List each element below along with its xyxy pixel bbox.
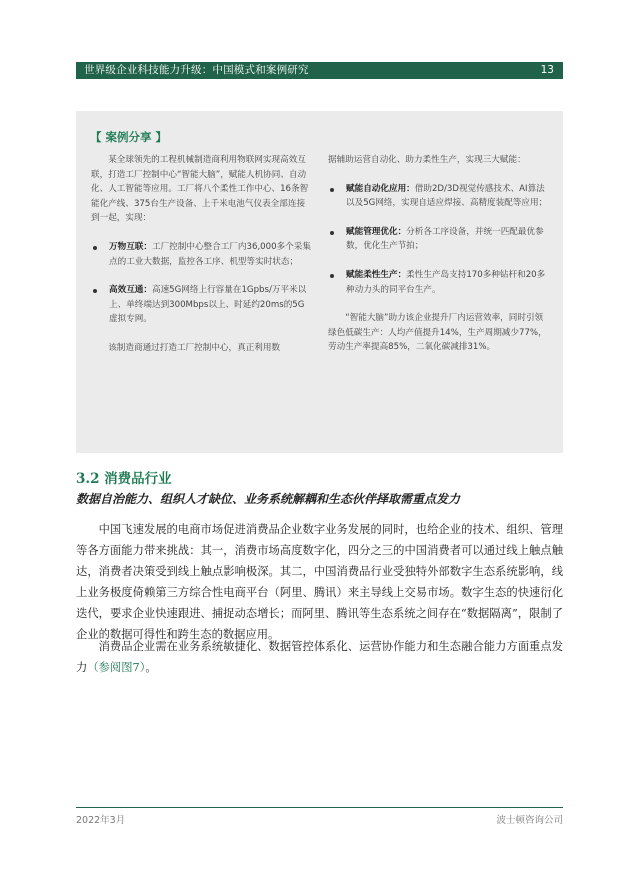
body-paragraph-text: 消费品企业需在业务系统敏捷化、数据管控体系化、运营协作能力和生态融合能力方面重点发力 [76, 640, 563, 674]
figure-reference-link[interactable]: （参阅图7） [87, 661, 146, 674]
document-title: 世界级企业科技能力升级：中国模式和案例研究 [84, 64, 309, 76]
page-number: 13 [540, 64, 554, 76]
bullet-text: 工厂控制中心整合工厂内36,000多个采集点的工业大数据，监控各工序、机型等实时状态； [109, 241, 311, 267]
bullet-item [91, 283, 313, 327]
bullet-dot-icon [93, 289, 97, 293]
section-subheading: 数据自治能力、组织人才缺位、业务系统解耦和生态伙伴择取需重点发力 [76, 492, 461, 506]
bullet-item [91, 240, 313, 269]
bullet-heading: 赋能管理优化： [346, 226, 407, 237]
case-continuation-paragraph: 据辅助运营自动化、助力柔性生产，实现三大赋能： [328, 155, 526, 165]
bullet-text: 借助2D/3D视觉传感技术、AI算法以及5G网络，实现自适应焊接、高精度装配等应用； [346, 183, 548, 209]
bullet-dot-icon [330, 188, 334, 192]
case-right-column [328, 153, 548, 355]
bullet-dot-icon [330, 231, 334, 235]
body-paragraph [76, 636, 563, 678]
footer-company: 波士顿咨询公司 [496, 815, 563, 826]
bullet-text: 高速5G网络上行容量在1Gpbs/万平米以上、单终端达到300Mbps以上、时延约20ms的5G虚拟专网。 [109, 285, 307, 325]
footer-date: 2022年3月 [76, 815, 126, 826]
bullet-text: 柔性生产岛支持170多种钻杆和20多种动力头的同平台生产。 [346, 269, 546, 295]
bullet-dot-icon [93, 246, 97, 250]
bullet-heading: 万物互联： [109, 241, 152, 252]
body-paragraph: 中国飞速发展的电商市场促进消费品企业数字业务发展的同时，也给企业的技术、组织、管理等各方面能力带来挑战：其一，消费市场高度数字化，四分之三的中国消费者可以通过线上触点触达，消费者决策受到线上触点影响极深。其二，中国消费品行业受独特外部数字生态系统影响，线上业务极度倚赖第三方综合性电商平台（阿里、腾讯）来主导线上交易市场。数字生态的快速衍化迭代，要求企业快速跟进、捕捉动态增长；而阿里、腾讯等生态系统之间存在“数据隔离”，限制了企业的数据可得性和跨生态的数据应用。 [76, 523, 563, 641]
running-header [76, 62, 563, 79]
bullet-dot-icon [330, 274, 334, 278]
bullet-item [328, 225, 548, 254]
case-outro-paragraph: 该制造商通过打造工厂控制中心，真正利用数 [108, 342, 281, 353]
bullet-heading: 赋能自动化应用： [346, 183, 415, 194]
bullet-heading: 赋能柔性生产： [346, 269, 407, 280]
body-paragraph-end: 。 [145, 661, 157, 674]
footer-divider [76, 807, 563, 808]
bullet-item [328, 182, 548, 211]
case-study-box [76, 111, 563, 453]
case-result-paragraph: “智能大脑”助力该企业提升厂内运营效率，同时引领绿色低碳生产：人均产值提升14%，生产周期减少77%，劳动生产率提高85%，二氧化碳减排31%。 [328, 313, 547, 353]
case-left-column [91, 153, 313, 356]
case-intro-paragraph: 某全球领先的工程机械制造商利用物联网实现高效互联，打造工厂控制中心“智能大脑”，赋能人机协同、自动化、人工智能等应用。工厂将八个柔性工作中心、16条智能化产线、375台生产设备、上千米电池气仪表全部连接到一起，实现： [91, 155, 309, 224]
bullet-heading: 高效互通： [109, 285, 152, 296]
case-study-title: 【 案例分享 】 [90, 130, 168, 144]
bullet-text: 分析各工序设备，并统一匹配最优参数，优化生产节拍； [346, 226, 544, 252]
bullet-item [328, 268, 548, 297]
section-heading: 3.2 消费品行业 [76, 471, 172, 487]
